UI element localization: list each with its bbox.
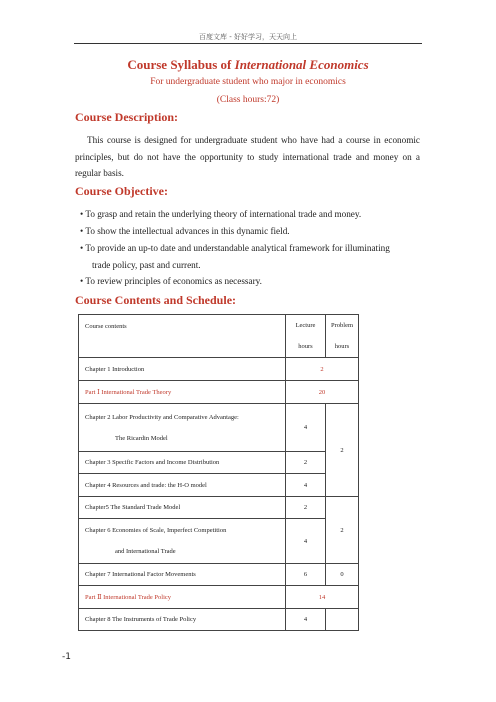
row-part-2: Part Ⅱ International Trade Policy [79, 586, 286, 609]
row-part-1: Part Ⅰ International Trade Theory [79, 381, 286, 404]
row-chapter-7-problem: 0 [326, 564, 359, 586]
table-header-row [79, 315, 359, 358]
table-row [79, 586, 359, 609]
row-chapter-5: Chapter5 The Standard Trade Model [79, 497, 286, 519]
row-part-2-hours: 14 [286, 586, 359, 609]
row-chapter-7: Chapter 7 International Factor Movements [79, 564, 286, 586]
row-chapter-8: Chapter 8 The Instruments of Trade Policy [79, 609, 286, 631]
header-problem-hours: Problem hours [326, 315, 359, 358]
objective-item-3: • To provide an up-to date and understandable analytical framework for illuminating [80, 243, 390, 253]
objective-item-4: • To review principles of economics as necessary. [80, 276, 262, 286]
row-chapter-1-hours: 2 [286, 358, 359, 381]
schedule-table [78, 314, 359, 631]
header-course-contents: Course contents [79, 315, 286, 358]
table-row [79, 452, 359, 474]
row-chapter-2: Chapter 2 Labor Productivity and Comparative Advantage: The Ricardin Model [79, 404, 286, 452]
row-chapter-2-4-problem: 2 [326, 404, 359, 497]
row-chapter-5-lecture: 2 [286, 497, 326, 519]
row-chapter-2-lecture: 4 [286, 404, 326, 452]
title-subject: International Economics [234, 57, 369, 72]
row-chapter-5-6-problem: 2 [326, 497, 359, 564]
objective-item-3-cont: trade policy, past and current. [92, 260, 201, 270]
table-row [79, 404, 359, 452]
table-row [79, 519, 359, 564]
objective-item-2: • To show the intellectual advances in this dynamic field. [80, 226, 290, 236]
subtitle-audience: For undergraduate student who major in economics [150, 77, 346, 87]
row-chapter-7-lecture: 6 [286, 564, 326, 586]
objective-heading: Course Objective: [75, 184, 168, 198]
row-chapter-3-lecture: 2 [286, 452, 326, 474]
row-chapter-6-lecture: 4 [286, 519, 326, 564]
row-chapter-8-lecture: 4 [286, 609, 326, 631]
table-row [79, 474, 359, 497]
title-prefix: Course Syllabus of [127, 57, 235, 72]
header-lecture-hours: Lecture hours [286, 315, 326, 358]
table-row [79, 564, 359, 586]
table-row [79, 497, 359, 519]
document-title [0, 57, 496, 73]
page-number: -1 [62, 652, 71, 662]
contents-heading: Course Contents and Schedule: [75, 293, 237, 307]
row-chapter-1: Chapter 1 Introduction [79, 358, 286, 381]
row-chapter-4-lecture: 4 [286, 474, 326, 497]
page-header: 百度文库 - 好好学习，天天向上 [199, 33, 297, 41]
description-heading: Course Description: [75, 110, 178, 124]
header-rule [74, 43, 422, 44]
description-text: This course is designed for undergraduate student who have had a course in economic principles, but do not have the opportunity to study international trade and money on a regular basis. [75, 135, 420, 178]
row-chapter-3: Chapter 3 Specific Factors and Income Distribution [79, 452, 286, 474]
row-chapter-8-problem [326, 609, 359, 631]
table-row [79, 609, 359, 631]
subtitle-hours: (Class hours:72) [216, 95, 280, 105]
row-chapter-4: Chapter 4 Resources and trade: the H-O model [79, 474, 286, 497]
row-part-1-hours: 20 [286, 381, 359, 404]
table-row [79, 381, 359, 404]
objective-item-1: • To grasp and retain the underlying theory of international trade and money. [80, 209, 362, 219]
table-row [79, 358, 359, 381]
row-chapter-6: Chapter 6 Economies of Scale, Imperfect Competition and International Trade [79, 519, 286, 564]
